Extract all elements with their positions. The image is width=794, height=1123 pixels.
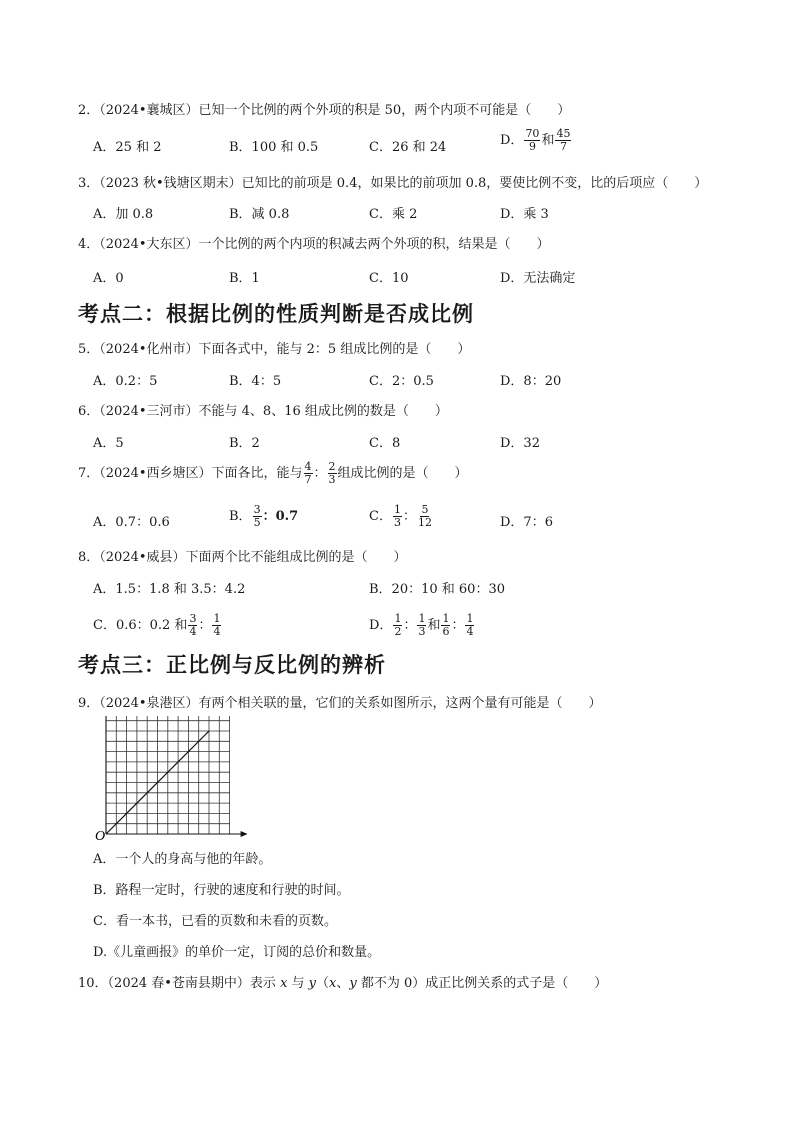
- q7-stem-pre: 7．（2024•西乡塘区）下面各比，能与: [78, 465, 303, 481]
- q2-stem: 2．（2024•襄城区）已知一个比例的两个外项的积是 50，两个内项不可能是（ ）: [78, 103, 571, 118]
- q2-d-prefix: D．: [500, 132, 524, 148]
- q7-c-fraction-2: [417, 504, 433, 528]
- q5-option-d: D．8：20: [500, 374, 562, 389]
- denominator: 3: [393, 515, 401, 529]
- q5-option-b: B．4：5: [229, 374, 282, 389]
- q6-option-b: B．2: [229, 436, 260, 451]
- q10-stem-post: 都不为 0）成正比例关系的式子是（ ）: [356, 976, 608, 991]
- numerator: 1: [394, 612, 402, 625]
- q8-option-d: [369, 613, 475, 637]
- q5-stem: 5．（2024•化州市）下面各式中，能与 2：5 组成比例的是（ ）: [78, 342, 471, 357]
- denominator: 4: [213, 624, 221, 638]
- q2-d-fraction-2: [555, 128, 571, 152]
- q3-option-a: A．加 0.8: [93, 207, 154, 222]
- q10-stem: [78, 977, 607, 990]
- q8-d-and: 和: [427, 617, 441, 633]
- denominator: 7: [559, 139, 567, 153]
- q2-d-and: 和: [541, 132, 555, 148]
- q8-option-c: [93, 613, 222, 637]
- section-heading-3: 考点三：正比例与反比例的辨析: [78, 652, 386, 677]
- q8-option-b: B．20：10 和 60：30: [369, 582, 505, 597]
- denominator: 4: [189, 624, 197, 638]
- q4-option-d: D．无法确定: [500, 271, 576, 286]
- q7-b-rest: ：0.7: [262, 508, 299, 524]
- numerator: 5: [421, 503, 429, 516]
- denominator: 4: [466, 624, 474, 638]
- q7-colon: ：: [313, 465, 327, 481]
- origin-label: O: [95, 829, 106, 844]
- q9-option-b: B．路程一定时，行驶的速度和行驶的时间。: [93, 883, 350, 898]
- q7-option-d: D．7：6: [500, 515, 553, 530]
- numerator: 2: [328, 460, 336, 473]
- q2-option-b: B．100 和 0.5: [229, 140, 319, 155]
- denominator: 3: [418, 624, 426, 638]
- q9-option-c: C．看一本书，已看的页数和未看的页数。: [93, 914, 337, 929]
- denominator: 2: [394, 624, 402, 638]
- q10-stem-pre: 10．（2024 春•苍南县期中）表示: [78, 976, 281, 991]
- denominator: 12: [417, 515, 432, 529]
- q7-fraction-1: [304, 461, 313, 485]
- q8-c-fraction-1: [188, 613, 197, 637]
- x-axis-arrow-icon: [241, 831, 248, 837]
- q7-option-a: A．0.7：0.6: [93, 515, 170, 530]
- q10-var-y: y: [308, 976, 317, 991]
- q7-fraction-2: [328, 461, 337, 485]
- q6-option-d: D．32: [500, 436, 540, 451]
- q7-c-colon: ：: [402, 508, 416, 524]
- q8-d-fraction-4: [465, 613, 474, 637]
- q8-c-prefix: C．0.6：0.2 和: [93, 617, 188, 633]
- q9-option-d: D.《儿童画报》的单价一定，订阅的总价和数量。: [93, 945, 381, 960]
- q8-d-colon-2: ：: [451, 617, 465, 633]
- q7-b-fraction: [253, 504, 262, 528]
- denominator: 7: [304, 472, 312, 486]
- q4-option-b: B．1: [229, 271, 260, 286]
- numerator: 1: [442, 612, 450, 625]
- q8-d-fraction-1: [393, 613, 402, 637]
- numerator: 45: [556, 127, 571, 140]
- numerator: 1: [466, 612, 474, 625]
- q6-option-a: A．5: [93, 436, 124, 451]
- q2-option-c: C．26 和 24: [369, 140, 447, 155]
- section-heading-2: 考点二：根据比例的性质判断是否成比例: [78, 301, 474, 326]
- q8-c-fraction-2: [212, 613, 221, 637]
- numerator: 1: [213, 612, 221, 625]
- q7-option-b: [229, 504, 298, 528]
- q10-var-x-2: x: [329, 976, 337, 991]
- q8-d-fraction-2: [417, 613, 426, 637]
- q5-option-a: A．0.2：5: [93, 374, 158, 389]
- q10-mid-3: 、: [336, 976, 350, 991]
- q8-d-prefix: D．: [369, 617, 393, 633]
- chart-axes: [103, 716, 248, 837]
- q8-d-colon: ：: [403, 617, 417, 633]
- numerator: 70: [525, 127, 540, 140]
- denominator: 9: [528, 139, 536, 153]
- q9-stem: 9．（2024•泉港区）有两个相关联的量，它们的关系如图所示，这两个量有可能是（ ）: [78, 696, 602, 711]
- q8-d-fraction-3: [441, 613, 450, 637]
- q7-stem-post: 组成比例的是（ ）: [337, 465, 468, 481]
- q3-option-b: B．减 0.8: [229, 207, 290, 222]
- q4-option-c: C．10: [369, 271, 409, 286]
- q3-option-c: C．乘 2: [369, 207, 418, 222]
- q8-c-colon: ：: [198, 617, 212, 633]
- q10-var-y-2: y: [349, 976, 357, 991]
- q7-c-fraction-1: [393, 504, 402, 528]
- q6-option-c: C．8: [369, 436, 401, 451]
- q7-option-c: [369, 504, 434, 528]
- denominator: 5: [253, 515, 261, 529]
- q2-option-d: [500, 128, 572, 152]
- q2-d-fraction-1: [524, 128, 540, 152]
- q10-mid-2: （: [316, 976, 330, 991]
- q2-option-a: A．25 和 2: [93, 140, 162, 155]
- q10-var-x: x: [280, 976, 288, 991]
- q10-mid-1: 与: [287, 976, 309, 991]
- q8-stem: 8．（2024•威县）下面两个比不能组成比例的是（ ）: [78, 550, 407, 565]
- q3-option-d: D．乘 3: [500, 207, 549, 222]
- numerator: 1: [393, 503, 401, 516]
- q7-stem: [78, 461, 468, 485]
- q4-stem: 4．（2024•大东区）一个比例的两个内项的积减去两个外项的积，结果是（ ）: [78, 237, 550, 252]
- q8-option-a: A．1.5：1.8 和 3.5：4.2: [93, 582, 246, 597]
- q7-b-prefix: B．: [229, 508, 252, 524]
- numerator: 1: [418, 612, 426, 625]
- denominator: 3: [328, 472, 336, 486]
- numerator: 3: [189, 612, 197, 625]
- denominator: 6: [442, 624, 450, 638]
- numerator: 4: [304, 460, 312, 473]
- q9-line-graph: [88, 716, 258, 846]
- numerator: 3: [253, 503, 261, 516]
- q6-stem: 6．（2024•三河市）不能与 4、8、16 组成比例的数是（ ）: [78, 404, 448, 419]
- q3-stem: 3．（2023 秋•钱塘区期末）已知比的前项是 0.4，如果比的前项加 0.8，要使比例不变，比的后项应（ ）: [78, 176, 708, 191]
- q5-option-c: C．2：0.5: [369, 374, 434, 389]
- q7-c-prefix: C．: [369, 508, 392, 524]
- q4-option-a: A．0: [93, 271, 124, 286]
- q9-option-a: A．一个人的身高与他的年龄。: [93, 852, 272, 867]
